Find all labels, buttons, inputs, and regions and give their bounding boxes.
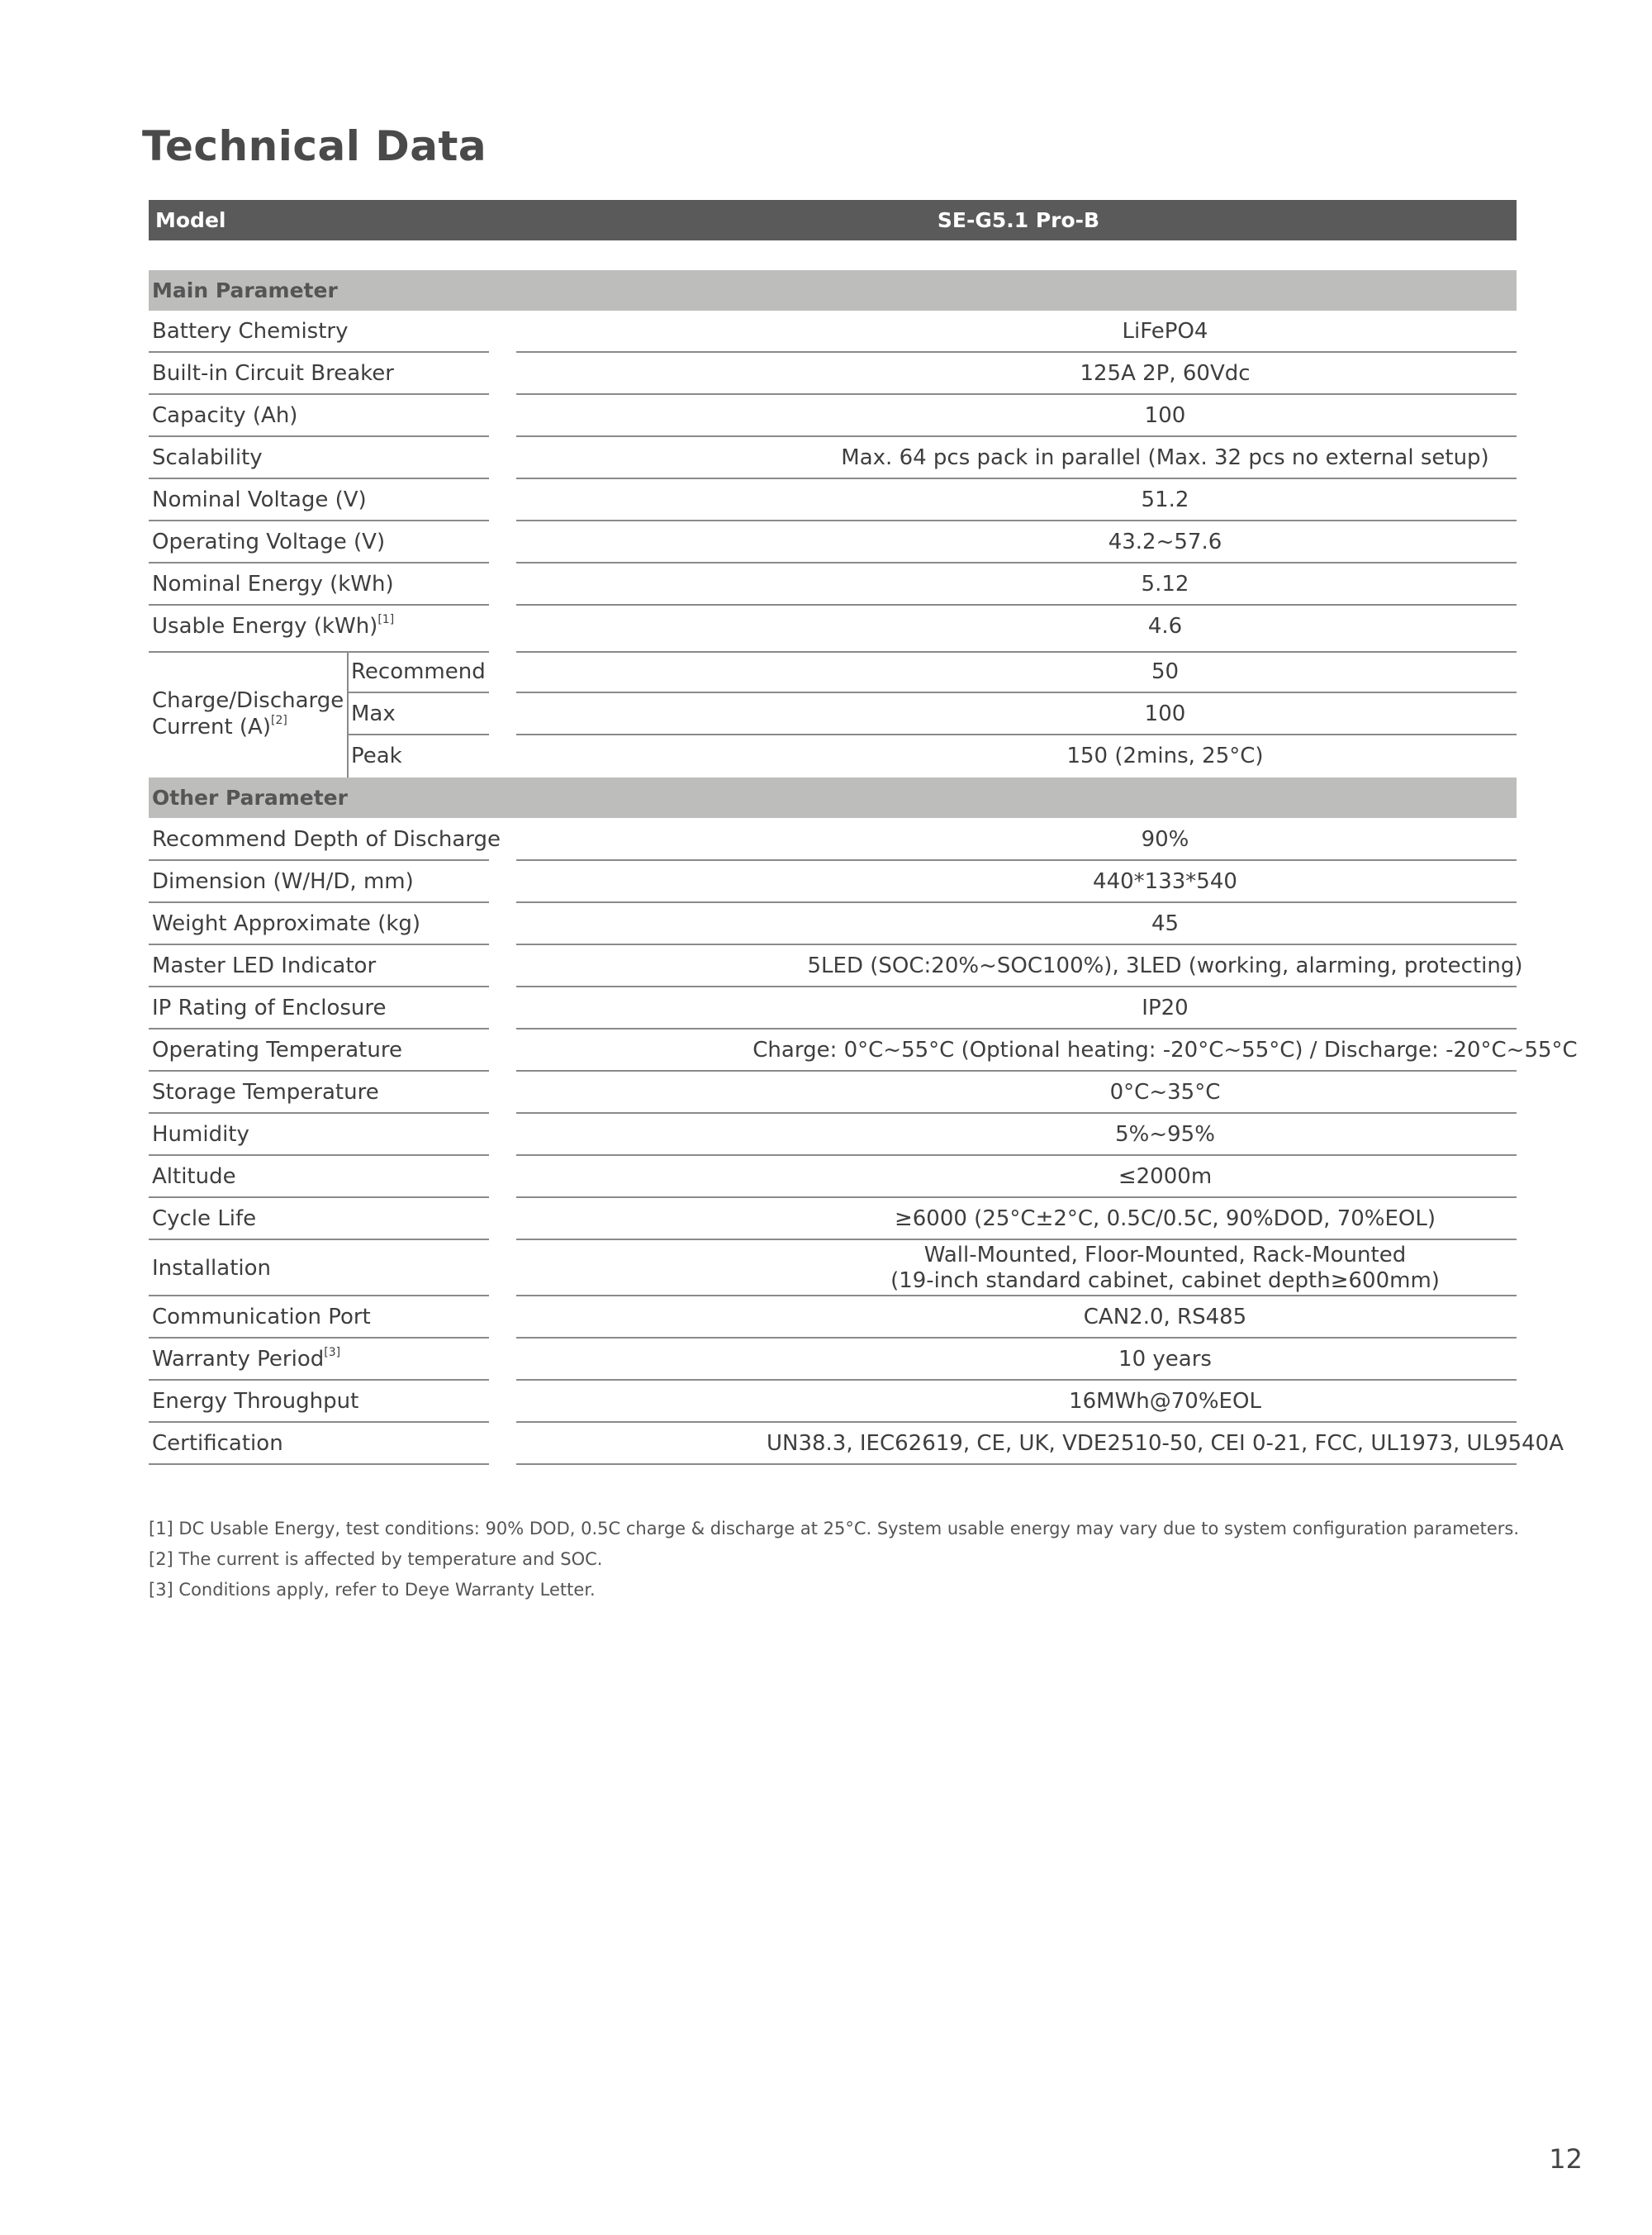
spec-row xyxy=(149,311,1517,353)
spec-row xyxy=(149,353,1517,395)
spec-value: 50 xyxy=(1151,659,1180,684)
model-header-row xyxy=(149,200,1517,240)
model-value: SE-G5.1 Pro-B xyxy=(937,208,1100,232)
spec-row xyxy=(149,1114,1517,1156)
footnote: [3] Conditions apply, refer to Deye Warranty Letter. xyxy=(149,1580,596,1600)
spec-row xyxy=(149,1423,1564,1465)
spec-row xyxy=(149,606,1517,648)
spec-value: Max. 64 pcs pack in parallel (Max. 32 pcs no external setup) xyxy=(841,445,1489,470)
spec-label: Installation xyxy=(152,1256,272,1281)
spec-value: 100 xyxy=(1144,403,1186,428)
spec-value: 100 xyxy=(1144,701,1186,726)
page-title: Technical Data xyxy=(142,122,487,170)
spec-value: CAN2.0, RS485 xyxy=(1083,1305,1247,1329)
spec-value: 5%~95% xyxy=(1115,1122,1215,1147)
section-title: Other Parameter xyxy=(152,786,348,810)
spec-value: 440*133*540 xyxy=(1093,869,1237,894)
spec-row xyxy=(149,861,1517,903)
spec-row xyxy=(149,437,1517,479)
footnote: [1] DC Usable Energy, test conditions: 90% DOD, 0.5C charge & discharge at 25°C. System usable energy may vary due to system configuration parameters. xyxy=(149,1519,1520,1538)
spec-label: Operating Temperature xyxy=(152,1038,402,1063)
spec-value: 10 years xyxy=(1118,1347,1212,1372)
spec-value: 4.6 xyxy=(1147,614,1183,639)
sub-label: Recommend xyxy=(351,659,486,684)
spec-value: 0°C~35°C xyxy=(1109,1080,1221,1105)
spec-row xyxy=(149,819,1517,861)
spec-value: 51.2 xyxy=(1141,487,1189,512)
charge-discharge-label: Charge/Discharge Current (A)[2] xyxy=(152,688,344,739)
spec-label: Storage Temperature xyxy=(152,1080,379,1105)
spec-value: ≥6000 (25°C±2°C, 0.5C/0.5C, 90%DOD, 70%EOL) xyxy=(894,1206,1436,1231)
spec-row xyxy=(149,395,1517,437)
spec-label: Energy Throughput xyxy=(152,1389,359,1414)
spec-label: Cycle Life xyxy=(152,1206,257,1231)
spec-value: UN38.3, IEC62619, CE, UK, VDE2510-50, CEI 0-21, FCC, UL1973, UL9540A xyxy=(766,1431,1564,1456)
spec-label: Nominal Voltage (V) xyxy=(152,487,367,512)
spec-value: 90% xyxy=(1141,827,1189,852)
spec-label: Master LED Indicator xyxy=(152,953,377,978)
spec-row xyxy=(149,564,1517,606)
row-divider xyxy=(149,1463,489,1465)
spec-row xyxy=(149,1072,1517,1114)
spec-label: Built-in Circuit Breaker xyxy=(152,361,394,386)
spec-label: Nominal Energy (kWh) xyxy=(152,572,394,597)
spec-row xyxy=(149,1156,1517,1198)
spec-value: LiFePO4 xyxy=(1122,319,1208,344)
spec-label: Operating Voltage (V) xyxy=(152,530,386,554)
page-number: 12 xyxy=(1549,2143,1583,2175)
row-divider xyxy=(516,1463,1517,1465)
section-title: Main Parameter xyxy=(152,278,338,302)
sub-label: Peak xyxy=(351,744,402,768)
footnote-marker: [2] xyxy=(271,714,287,727)
spec-label: Weight Approximate (kg) xyxy=(152,911,421,936)
spec-value: ≤2000m xyxy=(1118,1164,1213,1189)
spec-row xyxy=(149,521,1517,564)
spec-label: Communication Port xyxy=(152,1305,371,1329)
spec-label: Humidity xyxy=(152,1122,249,1147)
footnote-marker: [3] xyxy=(324,1346,341,1359)
spec-row xyxy=(149,1030,1578,1072)
spec-value: 5.12 xyxy=(1141,572,1189,597)
spec-row xyxy=(149,903,1517,945)
spec-row xyxy=(149,1296,1517,1339)
spec-value: 125A 2P, 60Vdc xyxy=(1080,361,1251,386)
spec-value: Charge: 0°C~55°C (Optional heating: -20°C~55°C) / Discharge: -20°C~55°C xyxy=(752,1038,1578,1063)
spec-label: Scalability xyxy=(152,445,263,470)
spec-row xyxy=(149,1381,1517,1423)
spec-label: IP Rating of Enclosure xyxy=(152,996,387,1020)
spec-label: Usable Energy (kWh)[1] xyxy=(152,613,395,639)
spec-row xyxy=(149,945,1523,987)
spec-label: Dimension (W/H/D, mm) xyxy=(152,869,414,894)
footnote: [2] The current is affected by temperature and SOC. xyxy=(149,1549,603,1569)
spec-value: 45 xyxy=(1151,911,1180,936)
spec-row xyxy=(149,1198,1517,1240)
charge-discharge-group xyxy=(149,651,1517,777)
footnotes xyxy=(149,1514,1519,1605)
spec-label: Certification xyxy=(152,1431,283,1456)
spec-label: Capacity (Ah) xyxy=(152,403,298,428)
footnote-marker: [1] xyxy=(377,613,395,626)
spec-value: Wall-Mounted, Floor-Mounted, Rack-Mounted (19-inch standard cabinet, cabinet depth≥600mm) xyxy=(890,1243,1440,1293)
spec-row xyxy=(149,479,1517,521)
section-main-parameter xyxy=(149,270,1517,311)
spec-value: 16MWh@70%EOL xyxy=(1069,1389,1261,1414)
spec-value: 43.2~57.6 xyxy=(1108,530,1222,554)
spec-label: Altitude xyxy=(152,1164,236,1189)
spec-value: 150 (2mins, 25°C) xyxy=(1066,744,1264,768)
spec-row xyxy=(149,987,1517,1030)
spec-label: Battery Chemistry xyxy=(152,319,349,344)
spec-row xyxy=(149,1339,1517,1381)
spec-value: 5LED (SOC:20%~SOC100%), 3LED (working, alarming, protecting) xyxy=(807,953,1523,978)
spec-label: Recommend Depth of Discharge xyxy=(152,827,501,852)
spec-value: IP20 xyxy=(1142,996,1189,1020)
model-label: Model xyxy=(155,208,226,232)
sub-label: Max xyxy=(351,701,396,726)
section-other-parameter xyxy=(149,777,1517,818)
spec-label: Warranty Period[3] xyxy=(152,1346,341,1372)
column-divider xyxy=(347,651,349,777)
spec-row xyxy=(149,1240,1517,1296)
